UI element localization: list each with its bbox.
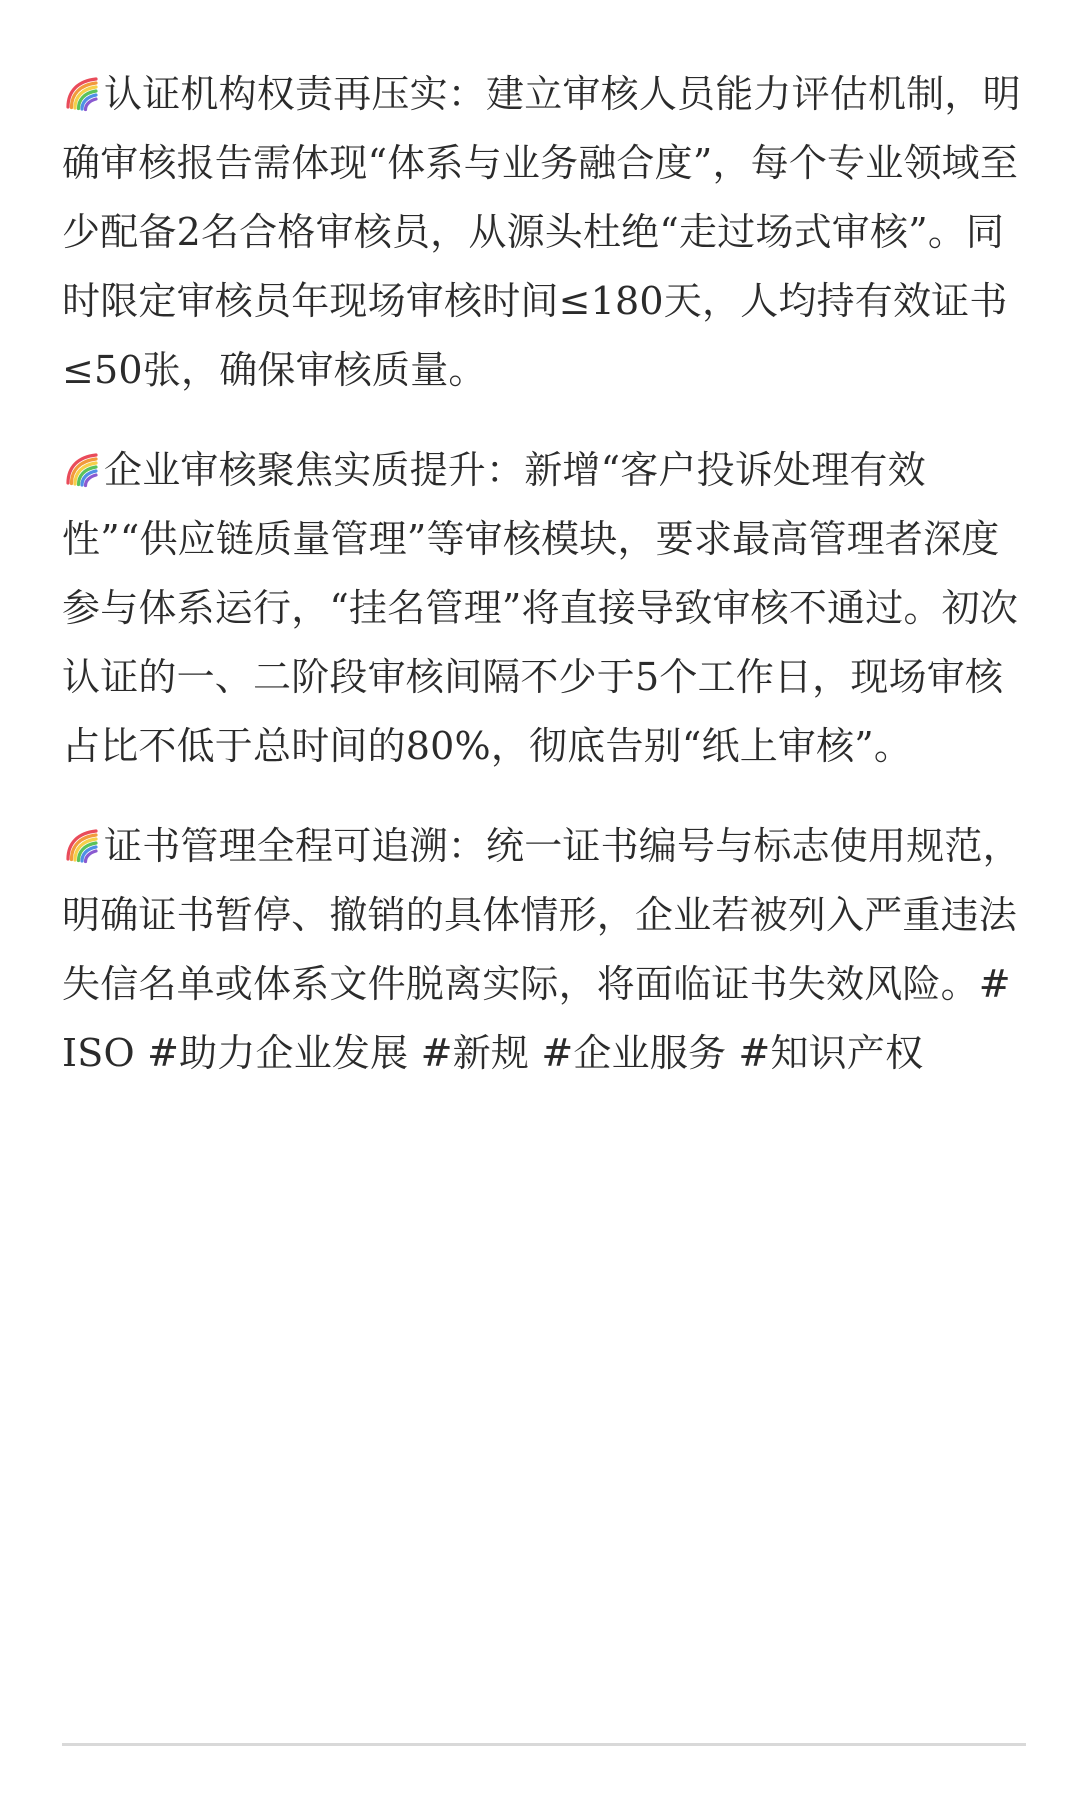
paragraph-text: 认证机构权责再压实：建立审核人员能力评估机制，明确审核报告需体现“体系与业务融合度”，每个专业领域至少配备2名合格审核员，从源头杜绝“走过场式审核”。同时限定审核员年现场审核时间≤180天，人均持有效证书≤50张，确保审核质量。 [62, 72, 1021, 392]
paragraph-certification-bodies [62, 60, 1026, 405]
paragraph-enterprise-audit [62, 436, 1026, 781]
post-content [62, 60, 1026, 1119]
paragraph-certificate-management [62, 812, 1026, 1088]
rainbow-icon [62, 824, 104, 868]
bottom-divider [62, 1743, 1026, 1746]
paragraph-text: 企业审核聚焦实质提升：新增“客户投诉处理有效性”“供应链质量管理”等审核模块，要求最高管理者深度参与体系运行，“挂名管理”将直接导致审核不通过。初次认证的一、二阶段审核间隔不少于5个工作日，现场审核占比不低于总时间的80%，彻底告别“纸上审核”。 [62, 448, 1019, 768]
paragraph-text: 证书管理全程可追溯：统一证书编号与标志使用规范，明确证书暂停、撤销的具体情形，企业若被列入严重违法失信名单或体系文件脱离实际，将面临证书失效风险。#ISO #助力企业发展 #新规 #企业服务 #知识产权 [62, 824, 1021, 1075]
rainbow-icon [62, 72, 104, 116]
rainbow-icon [62, 448, 104, 492]
